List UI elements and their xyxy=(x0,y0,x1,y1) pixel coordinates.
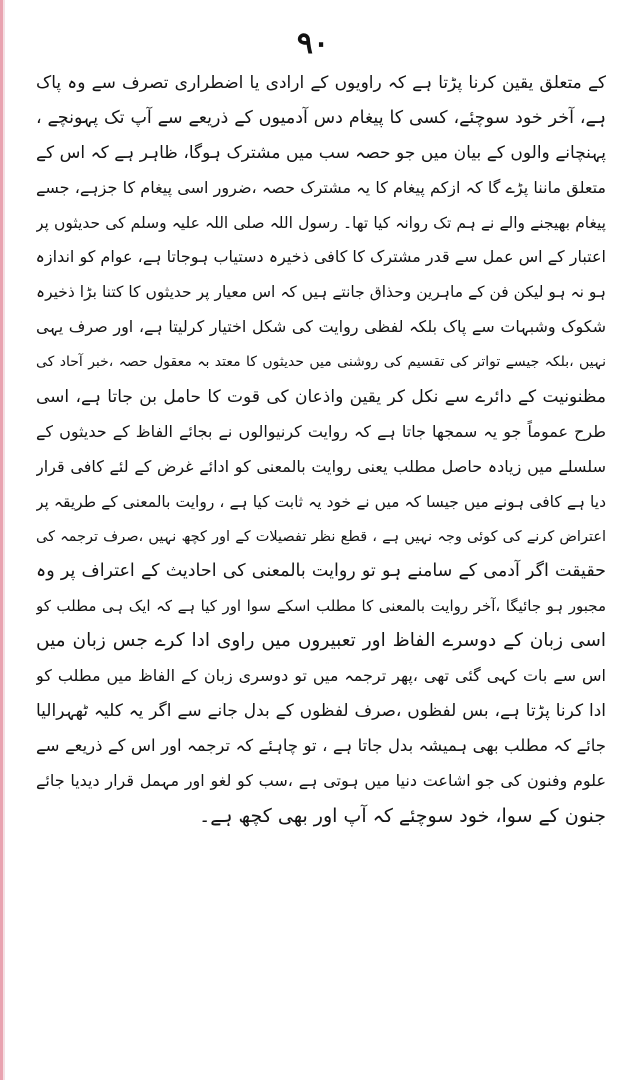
text-line: کے متعلق یقین کرنا پڑتا ہے کہ راویوں کے ارادی یا اضطراری تصرف سے وہ پاک xyxy=(36,73,606,93)
text-line: جائے کہ مطلب بھی ہمیشہ بدل جاتا ہے ، تو چاہئے کہ ترجمہ اور اس کے ذریعے سے xyxy=(36,735,606,755)
text-line: اعتبار کے اس عمل سے قدر مشترک کا کافی ذخیرہ دستیاب ہوجاتا ہے، عوام کو اندازہ xyxy=(36,247,606,267)
text-line: اس سے بات کہی گئی تھی ،پھر ترجمہ میں تو دوسری زبان کے الفاظ میں مطلب کو xyxy=(36,666,606,686)
page-edge-shadow xyxy=(3,0,5,1080)
text-line: ہو نہ ہو لیکن فن کے ماہرین وحذاق جانتے ہیں کہ اس معیار پر حدیثوں کا کتنا بڑا ذخیرہ xyxy=(36,283,606,302)
text-line: سلسلے میں زیادہ حاصل مطلب یعنی روایت بالمعنی کو ادائے غرض کے لئے کافی قرار xyxy=(36,456,606,476)
text-line: علوم وفنون کی جو اشاعت دنیا میں ہوتی ہے ،سب کو لغو اور مہمل قرار دیدیا جائے xyxy=(36,770,606,790)
text-line: طرح عموماً جو یہ سمجھا جاتا ہے کہ روایت کرنیوالوں نے بجائے الفاظ کے حدیثوں کے xyxy=(36,421,606,441)
text-line: نہیں ،بلکہ جیسے تواتر کی تقسیم کی روشنی میں حدیثوں کا معتد بہ معقول حصہ ،خبر آحاد کی xyxy=(36,354,606,371)
text-line: شکوک وشبہات سے پاک بلکہ لفظی روایت کی شکل اختیار کرلیتا ہے، اور صرف یہی xyxy=(36,317,606,337)
text-line: مجبور ہو جائیگا ،آخر روایت بالمعنی کا مطلب اسکے سوا اور کیا ہے کہ ایک ہی مطلب کو xyxy=(36,597,606,616)
text-line: دیا ہے کافی ہونے میں جیسا کہ میں نے خود یہ ثابت کیا ہے ، روایت بالمعنی کے طریقہ پر xyxy=(36,492,606,511)
text-line: اسی زبان کے دوسرے الفاظ اور تعبیروں میں راوی ادا کرے جس زبان میں xyxy=(36,630,606,652)
text-line: مظنونیت کے دائرے سے نکل کر یقین واذعان کی قوت کا حامل بن جاتا ہے، اسی xyxy=(36,387,606,408)
text-line: پیغام بھیجنے والے نے ہم تک روانہ کیا تھا۔ رسول اللہ صلی اللہ علیہ وسلم کی حدیثوں پر xyxy=(36,213,606,232)
text-line: پہنچانے والوں کے بیان میں جو حصہ سب میں مشترک ہوگا، ظاہر ہے کہ اس کے xyxy=(36,142,606,163)
body-text xyxy=(36,66,606,834)
page-number: ۹۰ xyxy=(296,26,330,61)
text-line: متعلق ماننا پڑے گا کہ ازکم پیغام کا یہ مشترک حصہ ،ضرور اسی پیغام کا جزہے، جسے xyxy=(36,177,606,197)
text-line: ادا کرنا پڑتا ہے، بس لفظوں ،صرف لفظوں کے بدل جانے سے اگر یہ کلیہ ٹھہرالیا xyxy=(36,701,606,722)
text-line: حقیقت اگر آدمی کے سامنے ہو تو روایت بالمعنی کی احادیث کے اعتراف پر وہ xyxy=(36,561,606,582)
text-line-last: جنون کے سوا، خود سوچئے کہ آپ اور بھی کچھ ہے۔ xyxy=(199,804,606,827)
text-line: اعتراض کرنے کی کوئی وجہ نہیں ہے ، قطع نظر تفصیلات کے اور کچھ نہیں ،صرف ترجمہ کی xyxy=(36,528,606,545)
text-line: ہے، آخر خود سوچئے، کسی کا پیغام دس آدمیوں کے ذریعے سے آپ تک پہونچے ، xyxy=(36,107,606,128)
